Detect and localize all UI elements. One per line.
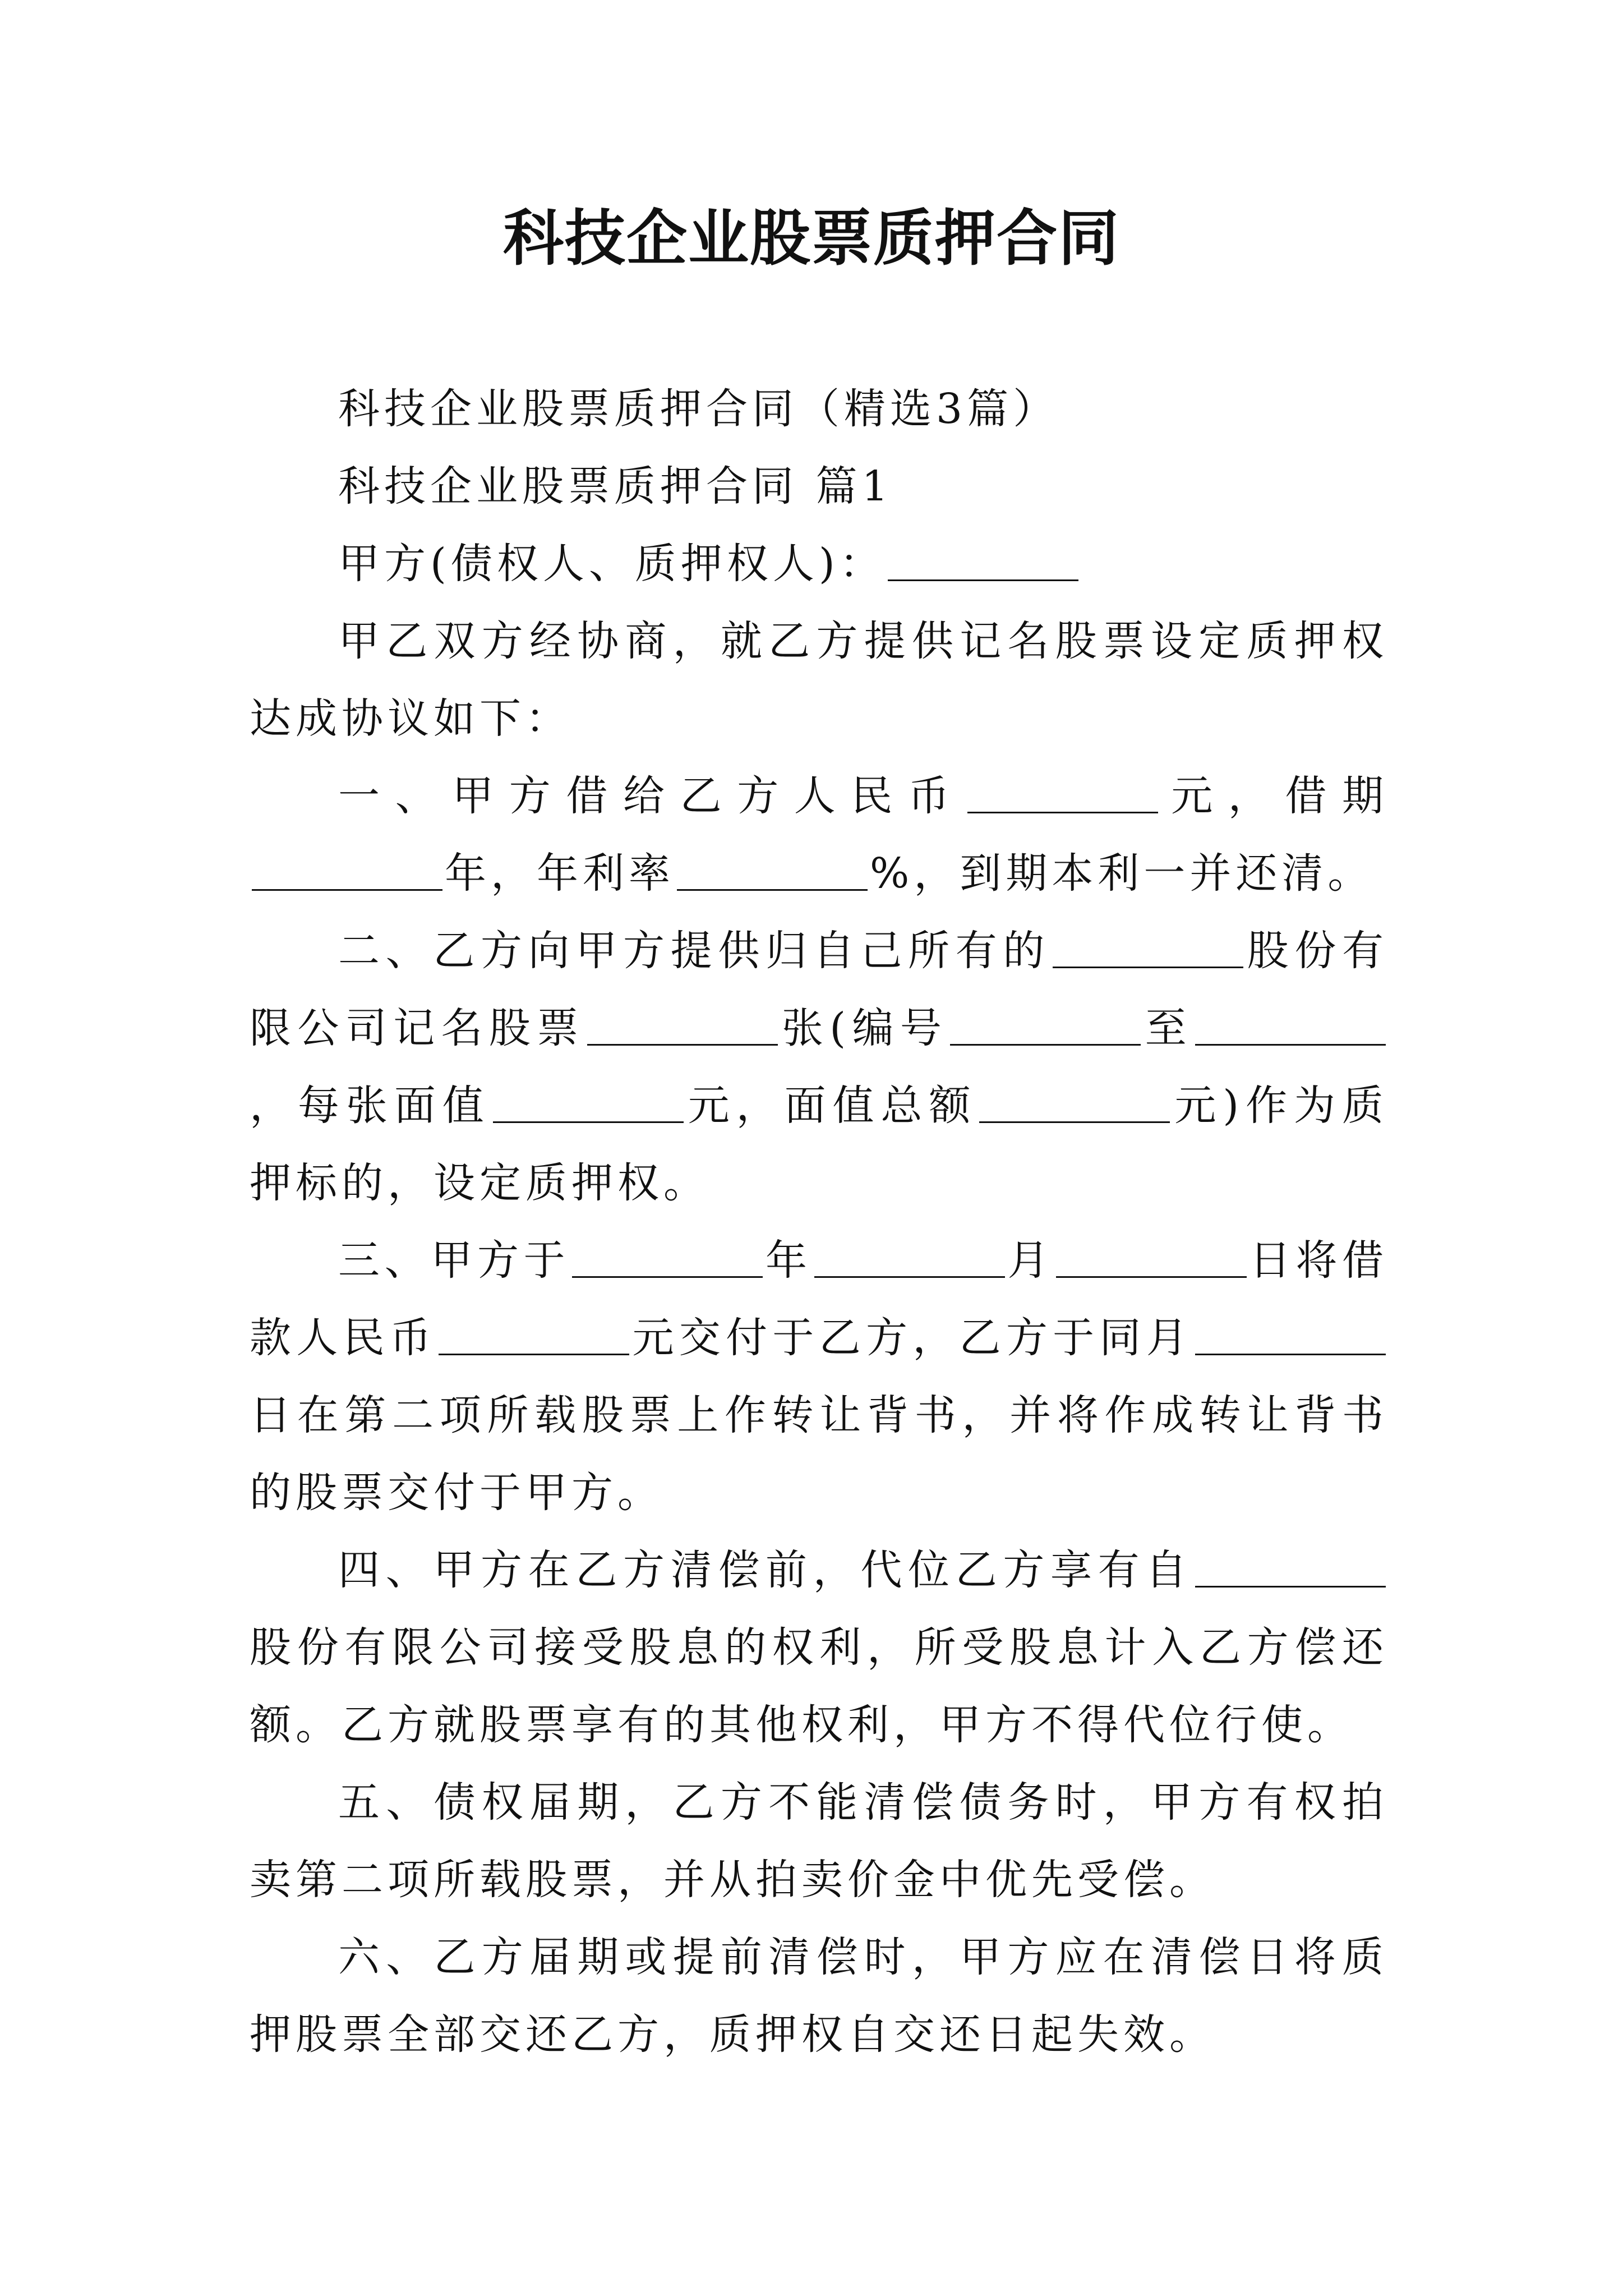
interest-rate-blank: [677, 848, 868, 891]
intro-text: 甲乙双方经协商，就乙方提供记名股票设定质押权达成协议如下：: [250, 617, 1388, 743]
clause-2-text-5: ，每张面值: [250, 1082, 491, 1130]
clause-4: [250, 1531, 1388, 1764]
clause-5: [250, 1764, 1388, 1918]
serial-end-blank: [1195, 1002, 1386, 1046]
clause-5-text: 五、债权届期，乙方不能清偿债务时，甲方有权拍卖第二项所载股票，并从拍卖价金中优先受偿。: [250, 1778, 1388, 1904]
document-title: 科技企业股票质押合同: [502, 203, 1120, 274]
clause-2-text-2: 股份有限公司记名股票: [250, 927, 1388, 1052]
company-name-blank: [1053, 925, 1243, 968]
clause-2-text-3: 张(编号: [780, 1004, 948, 1052]
clause-4-text-1: 四、甲方在乙方清偿前，代位乙方享有自: [338, 1546, 1193, 1594]
clause-1-text-4: %，到期本利一并还清。: [870, 849, 1374, 898]
face-value-blank: [493, 1080, 684, 1123]
clause-2-text-1: 二、乙方向甲方提供归自己所有的: [338, 927, 1050, 975]
loan-term-blank: [252, 848, 442, 891]
subtitle-text: 科技企业股票质押合同（精选3篇）: [338, 385, 1059, 433]
section-heading-text: 科技企业股票质押合同 篇1: [338, 462, 893, 510]
clause-2-text-4: 至: [1143, 1004, 1193, 1052]
clause-2: [250, 912, 1388, 1222]
payment-amount-blank: [439, 1312, 629, 1355]
clause-3-text-1: 三、甲方于: [338, 1236, 570, 1285]
party-a-line: [250, 525, 1388, 602]
section-heading: [250, 448, 1388, 525]
party-a-label: 甲方(债权人、质押权人)：: [338, 540, 886, 588]
day-blank: [1056, 1235, 1247, 1278]
dividend-company-blank: [1195, 1544, 1386, 1588]
subtitle: [250, 370, 1388, 448]
intro-paragraph: [250, 602, 1388, 757]
clause-6-text: 六、乙方届期或提前清偿时，甲方应在清偿日将质押股票全部交还乙方，质押权自交还日起失效。: [250, 1933, 1388, 2059]
year-blank: [572, 1235, 763, 1278]
clause-1-text-1: 一、甲方借给乙方人民币: [338, 772, 965, 820]
clause-3: [250, 1222, 1388, 1531]
month-blank: [814, 1235, 1005, 1278]
clause-3-text-5: 元交付于乙方，乙方于同月: [631, 1314, 1193, 1362]
endorse-day-blank: [1195, 1312, 1386, 1355]
clause-6: [250, 1918, 1388, 2073]
clause-1: [250, 757, 1388, 912]
party-a-blank: [888, 538, 1078, 581]
clause-3-text-6: 日在第二项所载股票上作转让背书，并将作成转让背书的股票交付于甲方。: [250, 1391, 1388, 1517]
clause-1-text-3: 年，年利率: [445, 849, 675, 898]
clause-3-text-4: 日将借款人民币: [250, 1236, 1389, 1362]
document-body: [250, 370, 1388, 2073]
total-value-blank: [979, 1080, 1170, 1123]
clause-2-text-7: 元)作为质押标的，设定质押权。: [250, 1082, 1389, 1207]
serial-start-blank: [950, 1002, 1141, 1046]
share-count-blank: [587, 1002, 778, 1046]
clause-1-text-2: 元，借期: [1160, 772, 1389, 820]
clause-4-text-2: 股份有限公司接受股息的权利，所受股息计入乙方偿还额。乙方就股票享有的其他权利，甲方不得代位行使。: [250, 1623, 1388, 1749]
clause-2-text-6: 元，面值总额: [685, 1082, 978, 1130]
clause-3-text-3: 月: [1007, 1236, 1054, 1285]
clause-3-text-2: 年: [765, 1236, 812, 1285]
loan-amount-blank: [967, 770, 1158, 813]
